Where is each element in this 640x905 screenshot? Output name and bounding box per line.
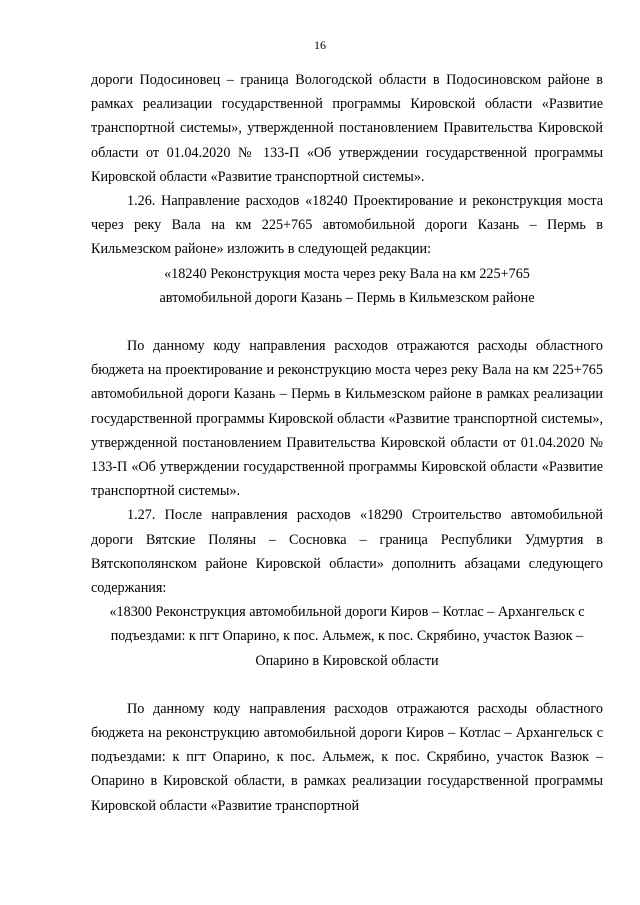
- blank-line: [91, 310, 603, 334]
- centered-heading-18300-line-3: Опарино в Кировской области: [255, 652, 439, 669]
- paragraph-18240-description: По данному коду направления расходов отражаются расходы областного бюджета на проектирование и реконструкцию моста через реку Вала на км 225+765 автомобильной дороги Казань – Пермь в Кильмезском районе в рамках реализации государственной программы Кировской области «Развитие транспортной системы», утвержденной постановлением Правительства Кировской области от 01.04.2020 № 133-П «Об утверждении государственной программы Кировской области «Развитие транспортной системы».: [91, 338, 603, 500]
- centered-heading-18240-line-2: автомобильной дороги Казань – Пермь в Кильмезском районе: [159, 289, 535, 306]
- blank-line: [91, 673, 603, 697]
- centered-heading-18300-line-1: «18300 Реконструкция автомобильной дороги Киров – Котлас – Архангельск с: [109, 604, 585, 621]
- centered-heading-18300-line-2: подъездами: к пгт Опарино, к пос. Альмеж, к пос. Скрябино, участок Вазюк –: [110, 628, 584, 645]
- paragraph-continuation: дороги Подосиновец – граница Вологодской области в Подосиновском районе в рамках реализации государственной программы Кировской области «Развитие транспортной системы», утвержденной постановлением Правительства Кировской области от 01.04.2020 № 133-П «Об утверждении государственной программы Кировской области «Развитие транспортной системы».: [91, 72, 603, 185]
- centered-heading-18240-line-1: «18240 Реконструкция моста через реку Вала на км 225+765: [164, 265, 530, 282]
- paragraph-item-1-27: 1.27. После направления расходов «18290 Строительство автомобильной дороги Вятские Поляны – Сосновка – граница Республики Удмуртия в Вятскополянском районе Кировской области» дополнить абзацами следующего содержания:: [91, 507, 603, 597]
- paragraph-item-1-26: 1.26. Направление расходов «18240 Проектирование и реконструкция моста через реку Вала на км 225+765 автомобильной дороги Казань – Пермь в Кильмезском районе» изложить в следующей редакции:: [91, 193, 603, 258]
- document-body: [91, 68, 603, 818]
- page-number: 16: [314, 38, 326, 52]
- paragraph-18300-description: По данному коду направления расходов отражаются расходы областного бюджета на реконструкцию автомобильной дороги Киров – Котлас – Архангельск с подъездами: к пгт Опарино, к пос. Альмеж, к пос. Скрябино, участок Вазюк – Опарино в Кировской области, в рамках реализации государственной программы Кировской области «Развитие транспортной: [91, 700, 603, 814]
